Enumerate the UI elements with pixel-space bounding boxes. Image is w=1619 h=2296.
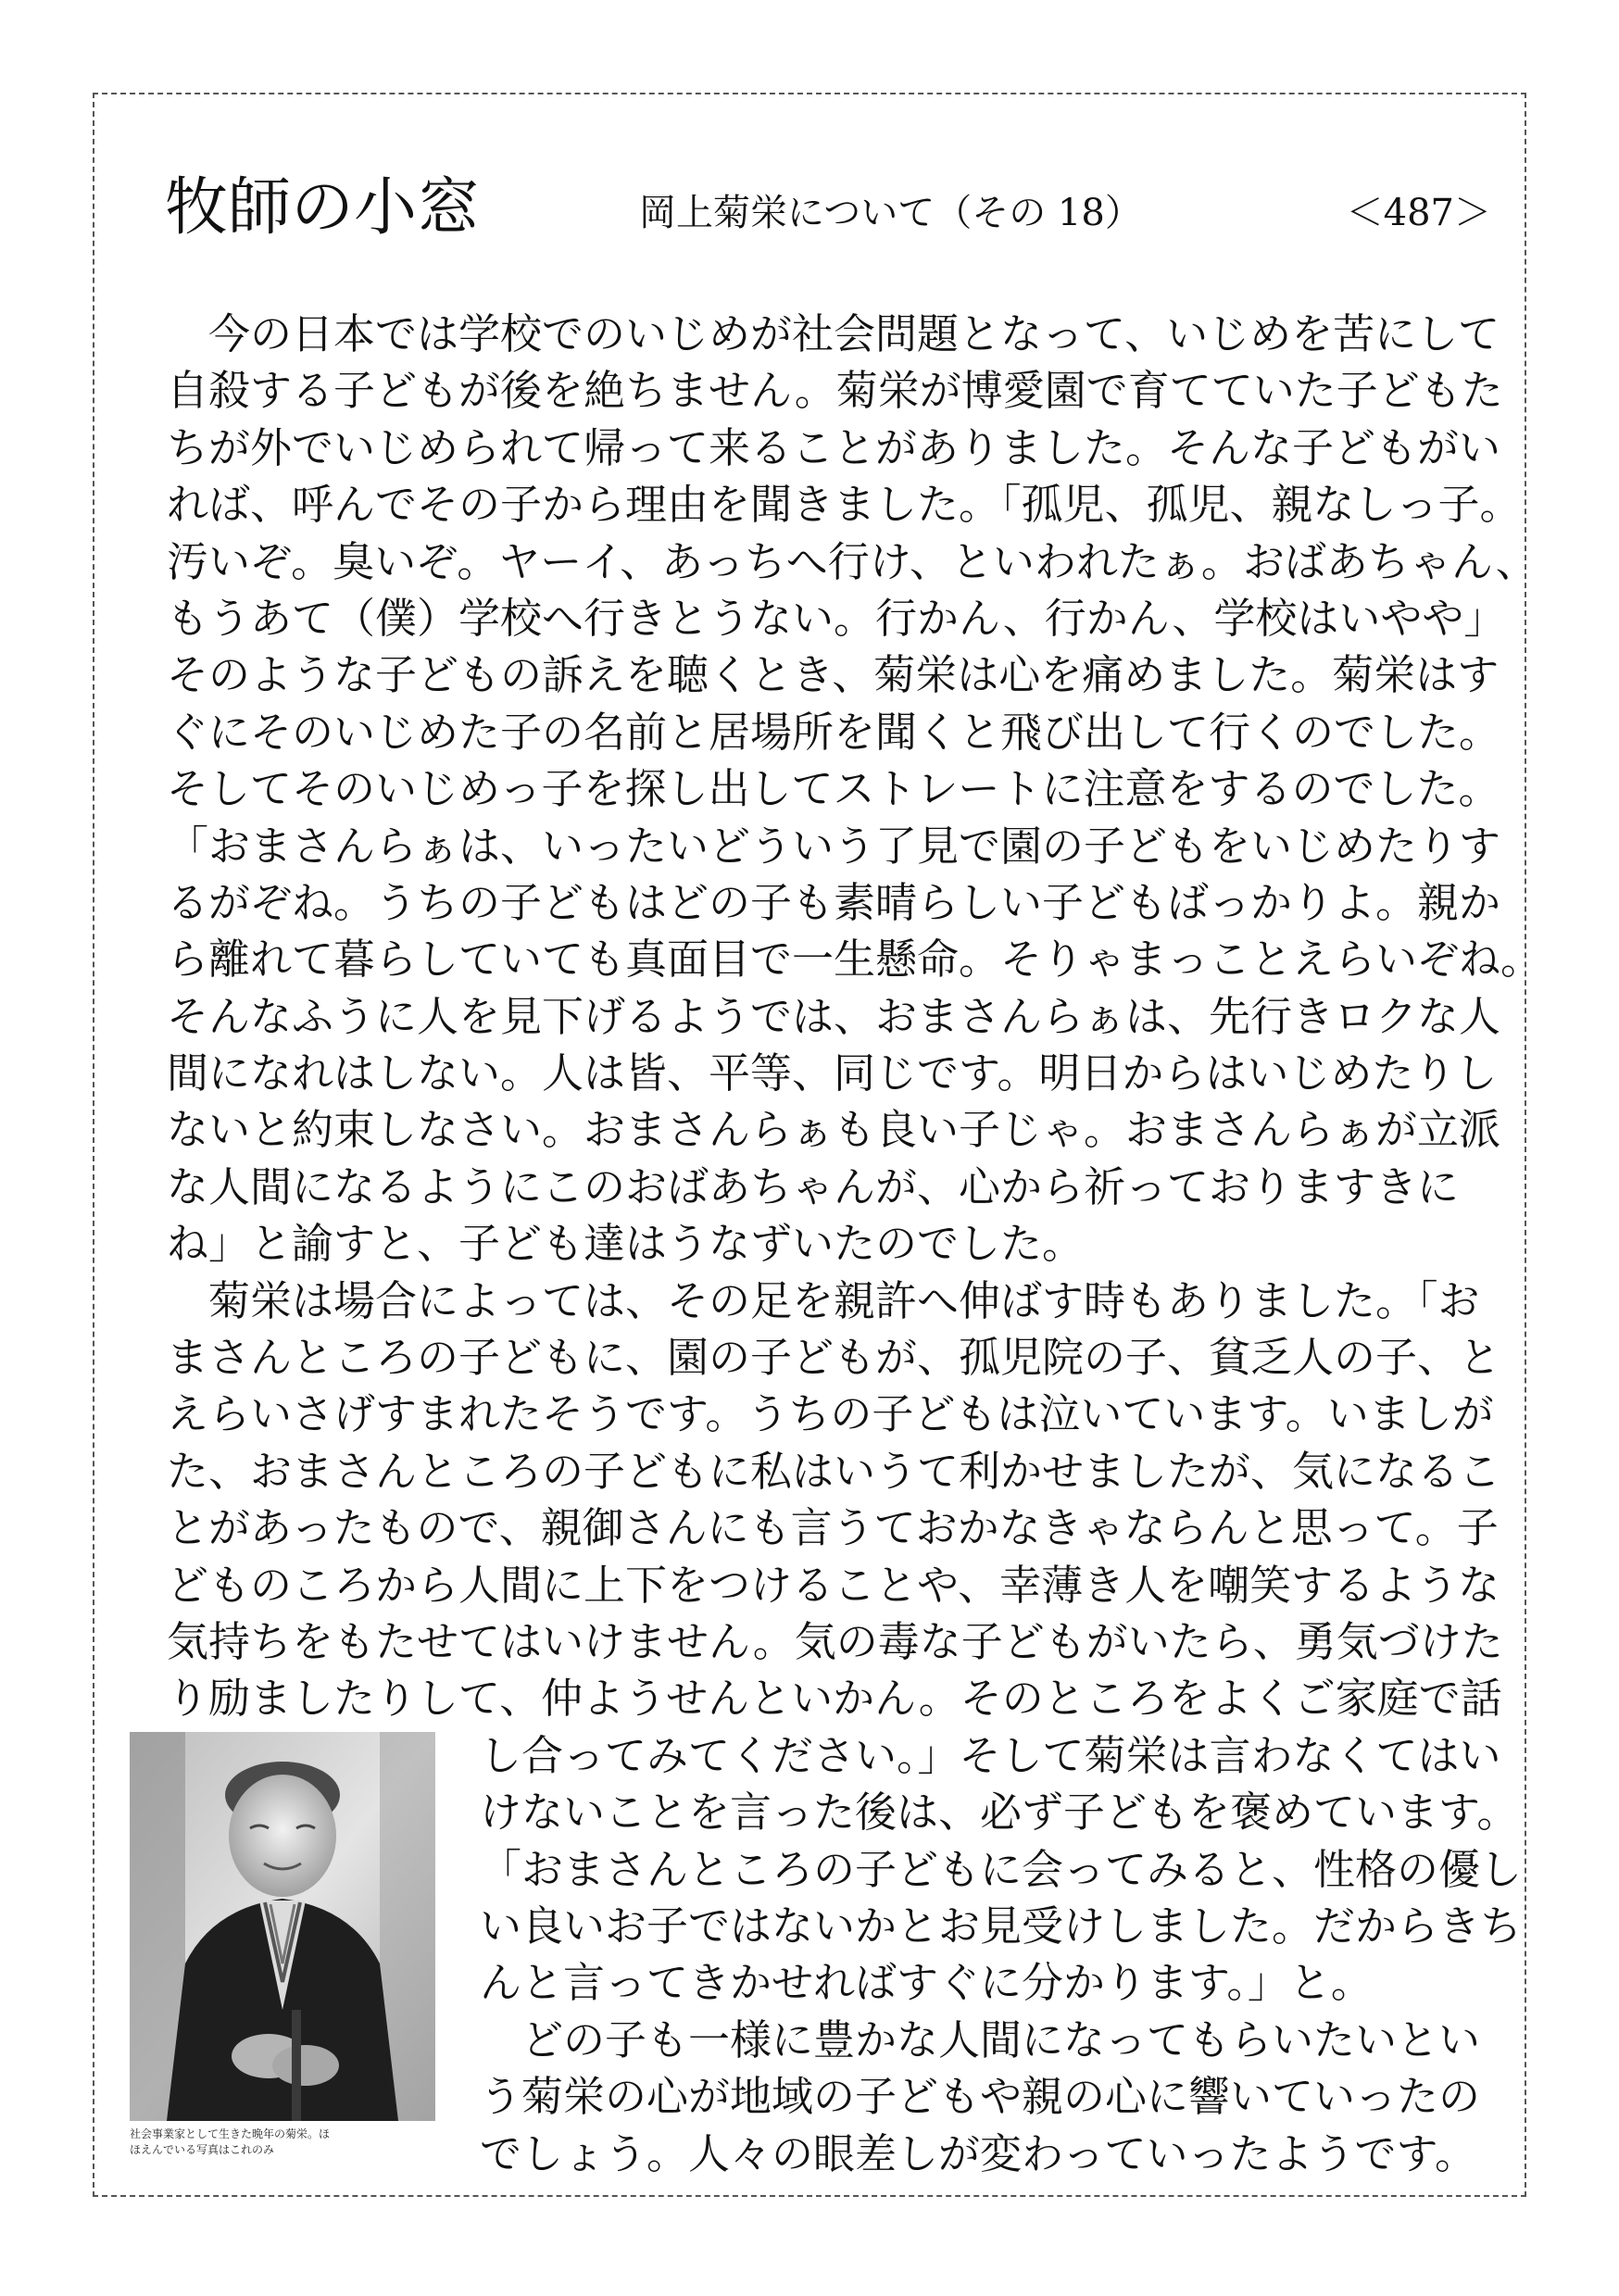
body-line: もうあて（僕）学校へ行きとうない。行かん、行かん、学校はいやや」 bbox=[167, 593, 1506, 643]
photo-caption bbox=[130, 2127, 445, 2158]
body-line: ら離れて暮らしていても真面目で一生懸命。そりゃまっことえらいぞね。 bbox=[167, 935, 1543, 985]
body-line: 今の日本では学校でのいじめが社会問題となって、いじめを苦にして bbox=[167, 309, 1500, 358]
wrap-line: 「おまさんところの子どもに会ってみると、性格の優し bbox=[480, 1844, 1523, 1894]
body-line: どものころから人間に上下をつけることや、幸薄き人を嘲笑するような bbox=[167, 1560, 1500, 1610]
body-line: た、おまさんところの子どもに私はいうて利かせましたが、気になるこ bbox=[167, 1446, 1501, 1496]
issue-number: ＜487＞ bbox=[1346, 192, 1491, 234]
portrait-illustration bbox=[130, 1732, 435, 2121]
article-subtitle: 岡上菊栄について（その 18） bbox=[639, 192, 1142, 234]
body-line: ないと約束しなさい。おまさんらぁも良い子じゃ。おまさんらぁが立派 bbox=[167, 1105, 1501, 1155]
body-line: るがぞね。うちの子どもはどの子も素晴らしい子どもばっかりよ。親か bbox=[167, 877, 1501, 927]
wrap-line: んと言ってきかせればすぐに分かります。」と。 bbox=[480, 1958, 1373, 2008]
body-line: 「おまさんらぁは、いったいどういう了見で園の子どもをいじめたりす bbox=[167, 821, 1501, 871]
caption-line: 社会事業家として生きた晩年の菊栄。ほ bbox=[130, 2127, 331, 2140]
caption-line: ほえんでいる写真はこれのみ bbox=[130, 2143, 275, 2156]
body-line: とがあったもので、親御さんにも言うておかなきゃならんと思って。子 bbox=[167, 1503, 1499, 1553]
column-title: 牧師の小窓 bbox=[165, 171, 481, 245]
body-line: 自殺する子どもが後を絶ちません。菊栄が博愛園で育てていた子どもた bbox=[167, 366, 1503, 416]
body-line: えらいさげすまれたそうです。うちの子どもは泣いています。いましが bbox=[167, 1389, 1494, 1439]
wrap-line: し合ってみてください。」そして菊栄は言わなくてはい bbox=[480, 1730, 1501, 1780]
body-line: 間になれはしない。人は皆、平等、同じです。明日からはいじめたりし bbox=[167, 1048, 1498, 1098]
body-line: り励ましたりして、仲ようせんといかん。そのところをよくご家庭で話 bbox=[167, 1674, 1502, 1724]
body-line: ちが外でいじめられて帰って来ることがありました。そんな子どもがい bbox=[167, 422, 1501, 472]
header bbox=[165, 167, 1517, 250]
wrap-line: でしょう。人々の眼差しが変わっていったようです。 bbox=[480, 2128, 1476, 2178]
body-line: れば、呼んでその子から理由を聞きました。「孤児、孤児、親なしっ子。 bbox=[167, 480, 1522, 530]
body-line: 菊栄は場合によっては、その足を親許へ伸ばす時もありました。「お bbox=[167, 1275, 1480, 1325]
body-line: な人間になるようにこのおばあちゃんが、心から祈っておりますきに bbox=[167, 1161, 1460, 1211]
body-line: そのような子どもの訴えを聴くとき、菊栄は心を痛めました。菊栄はす bbox=[167, 650, 1500, 700]
wrap-line: う菊栄の心が地域の子どもや親の心に響いていったの bbox=[480, 2072, 1481, 2122]
wrap-line: い良いお子ではないかとお見受けしました。だからきち bbox=[480, 1901, 1523, 1951]
wrap-line: けないことを言った後は、必ず子どもを褒めています。 bbox=[480, 1788, 1519, 1838]
body-line: そしてそのいじめっ子を探し出してストレートに注意をするのでした。 bbox=[167, 764, 1500, 814]
wrap-line: どの子も一様に豊かな人間になってもらいたいとい bbox=[480, 2014, 1481, 2064]
portrait-photo bbox=[130, 1732, 435, 2121]
body-line: 汚いぞ。臭いぞ。ヤーイ、あっちへ行け、といわれたぁ。おばあちゃん、 bbox=[167, 536, 1537, 586]
body-line: ね」と諭すと、子ども達はうなずいたのでした。 bbox=[167, 1219, 1085, 1269]
body-line: ぐにそのいじめた子の名前と居場所を聞くと飛び出して行くのでした。 bbox=[167, 707, 1501, 757]
body-line: 気持ちをもたせてはいけません。気の毒な子どもがいたら、勇気づけた bbox=[167, 1616, 1503, 1666]
body-line: そんなふうに人を見下げるようでは、おまさんらぁは、先行きロクな人 bbox=[167, 991, 1501, 1041]
body-line: まさんところの子どもに、園の子どもが、孤児院の子、貧乏人の子、と bbox=[167, 1333, 1501, 1383]
